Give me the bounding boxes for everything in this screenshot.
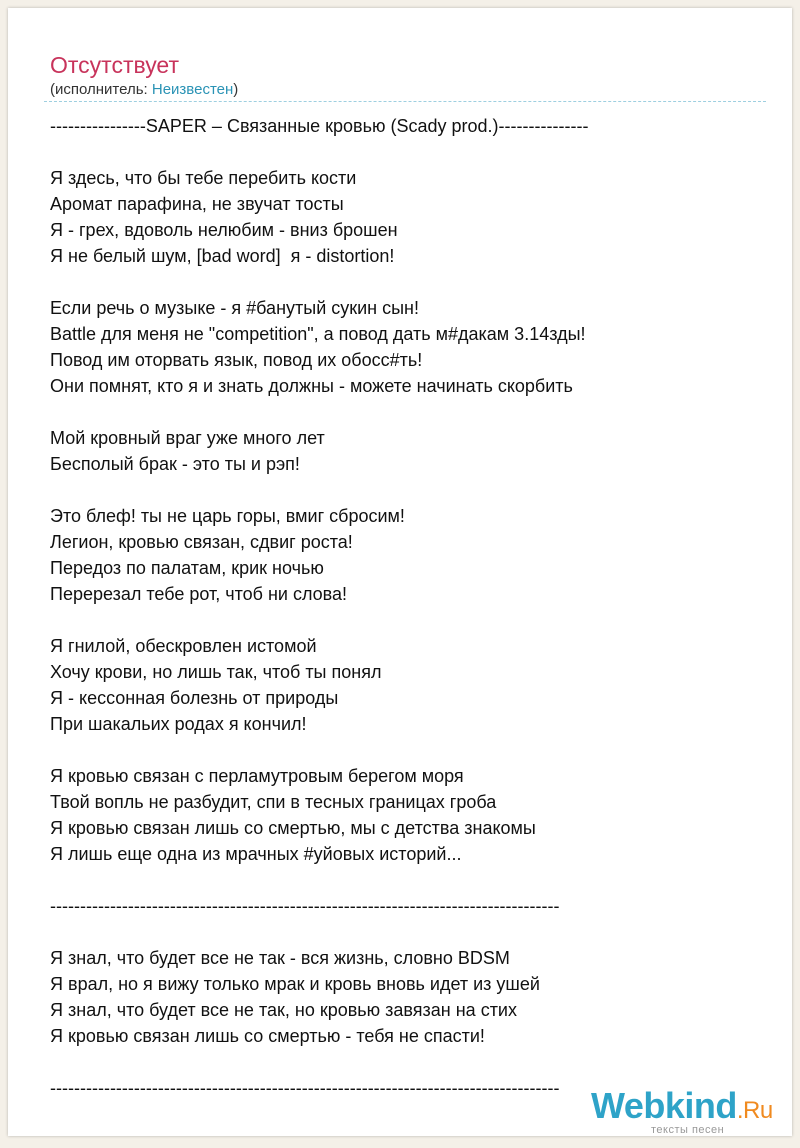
lyric-line: Это блеф! ты не царь горы, вмиг сбросим! bbox=[50, 506, 405, 526]
lyric-line: Я знал, что будет все не так, но кровью завязан на стих bbox=[50, 1000, 517, 1020]
lyric-line bbox=[50, 399, 790, 425]
lyric-line bbox=[50, 1049, 790, 1075]
lyric-line: Я знал, что будет все не так - вся жизнь, словно BDSM bbox=[50, 948, 510, 968]
lyric-line: Хочу крови, но лишь так, чтоб ты понял bbox=[50, 662, 382, 682]
lyric-line: Я кровью связан с перламутровым берегом моря bbox=[50, 766, 464, 786]
lyric-line: Повод им оторвать язык, повод их обосс#ть! bbox=[50, 350, 423, 370]
lyric-line bbox=[50, 607, 790, 633]
lyric-line: Легион, кровью связан, сдвиг роста! bbox=[50, 532, 353, 552]
logo-tld: .Ru bbox=[736, 1097, 773, 1124]
lyric-line: Я гнилой, обескровлен истомой bbox=[50, 636, 317, 656]
webkind-logo[interactable] bbox=[591, 1086, 791, 1148]
artist-prefix: (исполнитель: bbox=[50, 81, 152, 98]
lyric-line bbox=[50, 477, 790, 503]
lyric-line: ----------------SAPER – Связанные кровью (Scady prod.)--------------- bbox=[50, 116, 589, 136]
lyric-line: Я врал, но я вижу только мрак и кровь вновь идет из ушей bbox=[50, 974, 540, 994]
lyric-line: Перерезал тебе рот, чтоб ни слова! bbox=[50, 584, 348, 604]
lyric-line: При шакальих родах я кончил! bbox=[50, 714, 307, 734]
lyric-line: Передоз по палатам, крик ночью bbox=[50, 558, 324, 578]
song-title: Отсутствует bbox=[50, 52, 179, 78]
lyric-line bbox=[50, 269, 790, 295]
lyric-line bbox=[50, 919, 790, 945]
lyric-line: Я - кессонная болезнь от природы bbox=[50, 688, 339, 708]
lyric-line: Твой вопль не разбудит, спи в тесных границах гроба bbox=[50, 792, 497, 812]
lyric-line: Я - грех, вдоволь нелюбим - вниз брошен bbox=[50, 220, 398, 240]
lyric-line bbox=[50, 737, 790, 763]
lyric-line: Бесполый брак - это ты и рэп! bbox=[50, 454, 300, 474]
lyric-line: Я здесь, что бы тебе перебить кости bbox=[50, 168, 357, 188]
lyric-line: Я лишь еще одна из мрачных #уйовых историй... bbox=[50, 844, 462, 864]
lyric-line: Если речь о музыке - я #банутый сукин сын! bbox=[50, 298, 419, 318]
header-divider bbox=[44, 101, 766, 102]
lyric-line: Мой кровный враг уже много лет bbox=[50, 428, 325, 448]
logo-word: Webkind bbox=[591, 1085, 737, 1126]
page-paper bbox=[8, 8, 792, 1136]
artist-link[interactable]: Неизвестен bbox=[151, 81, 234, 98]
lyrics-text bbox=[50, 113, 790, 1101]
lyric-line bbox=[50, 867, 790, 893]
lyric-line: Они помнят, кто я и знать должны - можете начинать скорбить bbox=[50, 376, 573, 396]
lyric-line: Я кровью связан лишь со смертью, мы с детства знакомы bbox=[50, 818, 536, 838]
lyric-line: Аромат парафина, не звучат тосты bbox=[50, 194, 344, 214]
artist-suffix: ) bbox=[233, 81, 239, 98]
lyric-line: Battle для меня не "competition", а повод дать м#дакам 3.14зды! bbox=[50, 324, 586, 344]
logo-tagline: тексты песен bbox=[651, 1124, 725, 1136]
artist-line bbox=[50, 81, 238, 99]
lyric-line: ------------------------------------------------------------------------------------- bbox=[50, 896, 560, 916]
lyric-line: ------------------------------------------------------------------------------------- bbox=[50, 1078, 560, 1098]
lyric-line: Я не белый шум, [bad word] я - distortion! bbox=[50, 246, 395, 266]
lyric-line bbox=[50, 139, 790, 165]
lyric-line: Я кровью связан лишь со смертью - тебя не спасти! bbox=[50, 1026, 485, 1046]
